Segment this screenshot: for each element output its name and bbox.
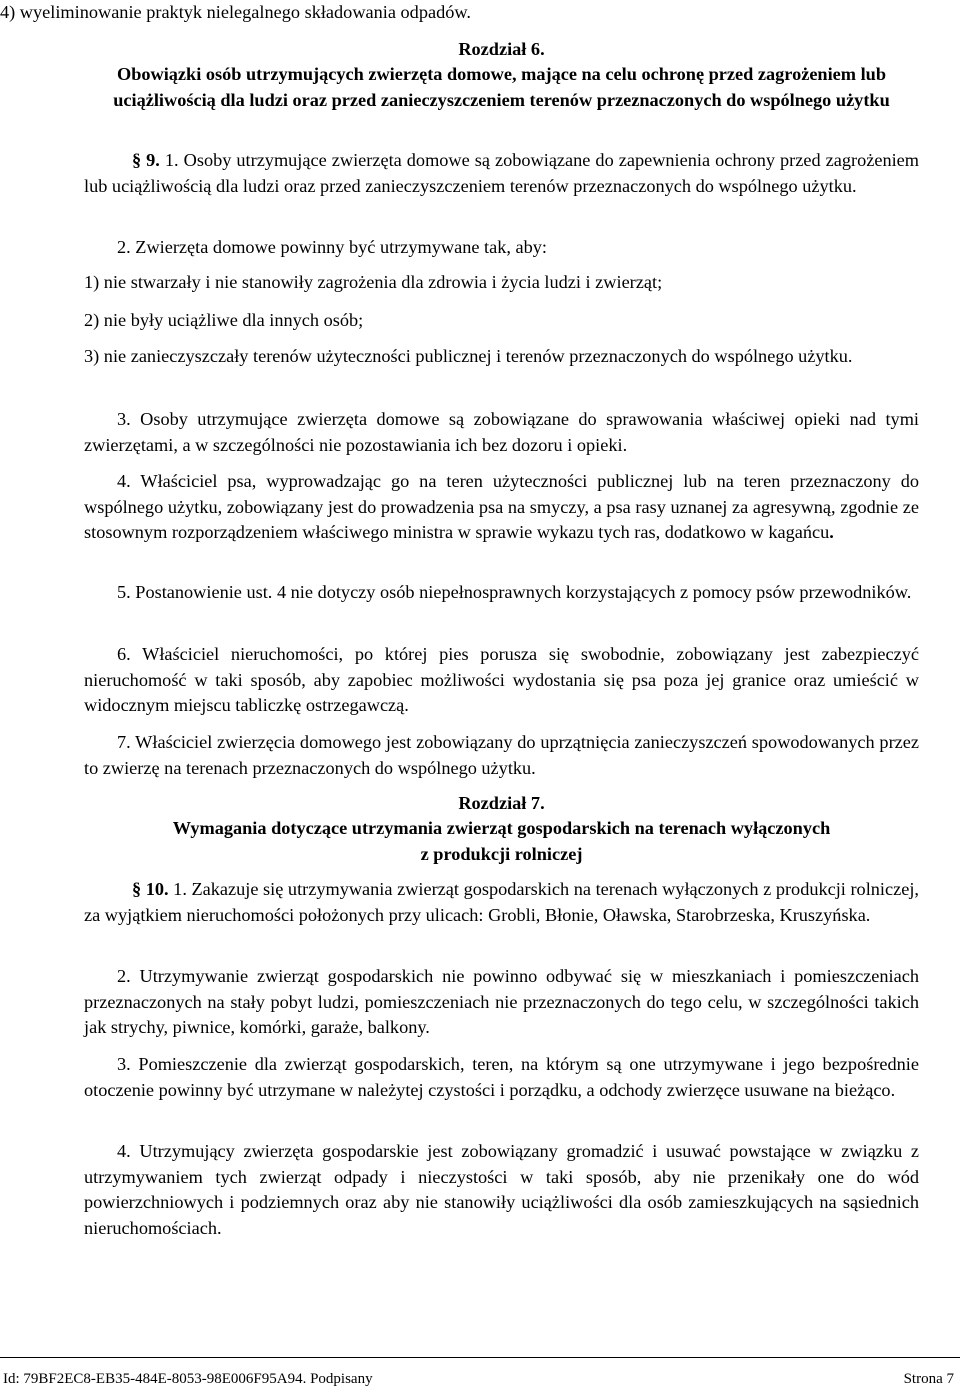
chapter-7-title-line-2: z produkcji rolniczej — [420, 844, 583, 864]
section-9-paragraph-4 — [84, 469, 919, 546]
section-9-list-item-1: 1) nie stwarzały i nie stanowiły zagrożenia dla zdrowia i życia ludzi i zwierząt; — [84, 272, 663, 292]
section-9-number: § 9. — [132, 150, 160, 170]
chapter-6-label: Rozdział 6. — [458, 39, 545, 59]
chapter-7-title-line-1: Wymagania dotyczące utrzymania zwierząt gospodarskich na terenach wyłączonych — [172, 818, 831, 838]
section-9-paragraph-1 — [84, 148, 919, 199]
section-9-paragraph-7: 7. Właściciel zwierzęcia domowego jest zobowiązany do uprzątnięcia zanieczyszczeń spowodowanych przez to zwierzę na terenach przeznaczonych do wspólnego użytku. — [84, 732, 919, 778]
section-9-p1-text: 1. Osoby utrzymujące zwierzęta domowe są zobowiązane do zapewnienia ochrony przed zagrożeniem lub uciążliwością dla ludzi oraz przed zanieczyszczeniem terenów przeznaczonych do wspólnego użytku. — [84, 150, 920, 196]
page-number: Strona 7 — [903, 1371, 954, 1387]
section-9-list-item-2: 2) nie były uciążliwe dla innych osób; — [84, 310, 364, 330]
section-9-paragraph-3: 3. Osoby utrzymujące zwierzęta domowe są zobowiązane do sprawowania właściwej opieki nad tymi zwierzętami, a w szczególności nie pozostawiania ich bez dozoru i opieki. — [84, 409, 919, 455]
section-10-paragraph-2: 2. Utrzymywanie zwierząt gospodarskich nie powinno odbywać się w mieszkaniach i pomieszczeniach przeznaczonych na stały pobyt ludzi, pomieszczeniach nie przeznaczonych do tego celu, w szczególności takich jak strychy, piwnice, komórki, garaże, balkony. — [84, 966, 919, 1037]
page-footer — [0, 1357, 960, 1392]
section-10-p1-text: 1. Zakazuje się utrzymywania zwierząt gospodarskich na terenach wyłączonych z produkcji rolniczej, za wyjątkiem nieruchomości położonych przy ulicach: Grobli, Błonie, Oławska, Starobrzeska, Kruszyńska. — [84, 879, 919, 925]
section-10-paragraph-1 — [84, 877, 919, 928]
document-id: Id: 79BF2EC8-EB35-484E-8053-98E006F95A94. Podpisany — [3, 1371, 373, 1387]
section-10-paragraph-3: 3. Pomieszczenie dla zwierząt gospodarskich, teren, na którym są one utrzymywane i jego bezpośrednie otoczenie powinny być utrzymane w należytej czystości i porządku, a odchody zwierzęce usuwane na bieżąco. — [84, 1054, 919, 1100]
list-item-4: 4) wyeliminowanie praktyk nielegalnego składowania odpadów. — [0, 2, 471, 22]
section-9-list-item-3: 3) nie zanieczyszczały terenów użyteczności publicznej i terenów przeznaczonych do wspólnego użytku. — [84, 346, 853, 366]
section-9-paragraph-2: 2. Zwierzęta domowe powinny być utrzymywane tak, aby: — [117, 237, 547, 257]
section-9-paragraph-5: 5. Postanowienie ust. 4 nie dotyczy osób niepełnosprawnych korzystających z pomocy psów przewodników. — [117, 582, 912, 602]
section-10-paragraph-4: 4. Utrzymujący zwierzęta gospodarskie jest zobowiązany gromadzić i usuwać powstające w związku z utrzymywaniem tych zwierząt odpady i nieczystości w taki sposób, aby nie przenikały one do wód powierzchniowych i podziemnych oraz aby nie stanowiły uciążliwości dla osób zamieszkujących na sąsiednich nieruchomościach. — [84, 1141, 919, 1238]
section-9-p4-end: . — [829, 522, 834, 542]
section-9-paragraph-6: 6. Właściciel nieruchomości, po której pies porusza się swobodnie, zobowiązany jest zabezpieczyć nieruchomość w taki sposób, aby zapobiec możliwości wydostania się psa poza jej granice oraz umieścić w widocznym miejscu tabliczkę ostrzegawczą. — [84, 644, 919, 715]
chapter-6-title: Obowiązki osób utrzymujących zwierzęta domowe, mające na celu ochronę przed zagrożeniem lub uciążliwością dla ludzi oraz przed zanieczyszczeniem terenów przeznaczonych do wspólnego użytku — [113, 64, 890, 110]
section-10-number: § 10. — [132, 879, 169, 899]
chapter-7-label: Rozdział 7. — [458, 793, 545, 813]
section-9-p4-text: 4. Właściciel psa, wyprowadzając go na teren użyteczności publicznej lub na teren przeznaczony do wspólnego użytku, zobowiązany jest do prowadzenia psa na smyczy, a psa rasy uznanej za agresywną, zgodnie ze stosownym rozporządzeniem właściwego ministra w sprawie wykazu tych ras, dodatkowo w kagańcu — [84, 471, 919, 542]
